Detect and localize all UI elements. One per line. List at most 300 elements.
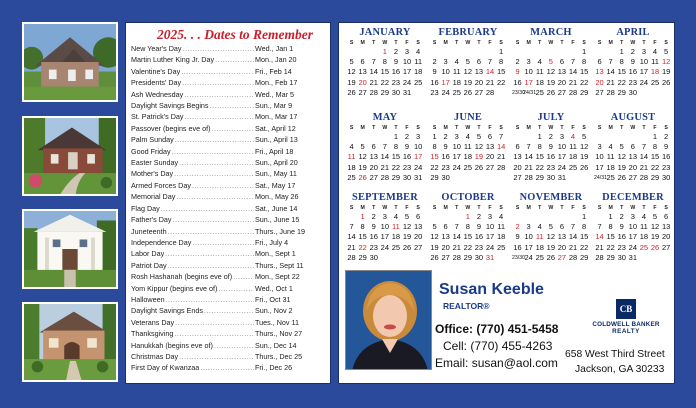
empty-day <box>605 132 616 142</box>
empty-day <box>379 253 390 263</box>
month-grid <box>594 125 674 183</box>
holiday-list <box>131 44 325 375</box>
empty-day <box>512 212 523 222</box>
day-cell: 29 <box>579 87 589 97</box>
day-cell: 10 <box>524 67 533 77</box>
day-cell: 7 <box>487 57 493 67</box>
day-cell: 24 <box>413 162 423 172</box>
day-cell: 21 <box>639 162 649 172</box>
day-cell: 30 <box>628 87 637 97</box>
month-title: MARCH <box>530 27 572 38</box>
day-cell: 22 <box>650 162 660 172</box>
weekday-header: S <box>349 205 354 211</box>
day-cell: 6 <box>487 132 493 141</box>
day-cell: 8 <box>382 57 387 67</box>
day-cell: 1 <box>360 212 365 221</box>
empty-day <box>451 173 462 183</box>
day-cell: 16 <box>513 242 522 252</box>
weekday-header: M <box>608 40 613 46</box>
holiday-date: Mon., Sept 22 <box>255 272 300 282</box>
holiday-row <box>131 67 325 78</box>
day-cell: 11 <box>569 142 577 152</box>
day-cell: 28 <box>568 87 578 97</box>
day-cell: 14 <box>380 152 389 162</box>
weekday-header: W <box>630 205 636 211</box>
weekday-header: S <box>582 40 586 46</box>
holiday-date: Thurs., Dec 25 <box>255 351 303 361</box>
day-cell: 10 <box>402 57 412 67</box>
day-cell: 19 <box>650 232 660 242</box>
day-cell: 15 <box>617 67 626 77</box>
day-cell: 3 <box>454 132 459 141</box>
day-cell: 24 <box>628 242 637 252</box>
weekday-header: M <box>360 205 365 211</box>
day-cell: 22 <box>358 242 367 252</box>
weekday-header: W <box>630 40 636 46</box>
empty-day <box>534 212 545 222</box>
day-cell: 8 <box>465 222 470 232</box>
day-cell: 25 <box>347 172 356 182</box>
day-cell: 9 <box>515 67 520 77</box>
day-cell: 9 <box>404 142 410 152</box>
day-cell: 12 <box>474 142 484 152</box>
day-cell: 25 <box>391 242 401 252</box>
day-cell: 27 <box>513 172 522 182</box>
leader-dots <box>182 78 254 87</box>
day-cell: 17 <box>380 232 389 242</box>
day-cell: 30 <box>546 172 555 182</box>
weekday-header: M <box>608 125 613 131</box>
day-cell: 24/31 <box>594 174 607 181</box>
day-cell: 19 <box>546 242 555 252</box>
empty-day <box>368 132 379 142</box>
day-cell: 22 <box>579 77 589 87</box>
weekday-header: T <box>455 205 459 211</box>
day-cell: 6 <box>416 212 421 221</box>
day-cell: 2 <box>515 57 520 67</box>
holiday-row <box>131 192 325 203</box>
weekday-header: M <box>443 40 448 46</box>
holiday-date: Sun., Mar 9 <box>255 101 293 111</box>
day-cell: 14 <box>369 67 378 77</box>
day-cell: 24 <box>485 242 495 252</box>
month-title: OCTOBER <box>441 192 495 203</box>
day-cell: 22 <box>391 162 401 172</box>
day-cell: 23 <box>546 162 555 172</box>
weekday-header: S <box>349 40 354 46</box>
day-cell: 28 <box>568 252 578 262</box>
day-cell: 25 <box>452 87 461 97</box>
day-cell: 15 <box>606 232 615 242</box>
weekday-header: S <box>499 125 503 131</box>
day-cell: 7 <box>499 132 504 141</box>
holiday-date: Fri., Dec 26 <box>255 363 293 373</box>
day-cell: 16 <box>369 232 378 242</box>
day-cell: 15 <box>579 232 589 242</box>
day-cell: 28 <box>485 87 495 97</box>
email-address[interactable]: susan@aol.com <box>471 356 558 370</box>
leader-dots <box>173 215 254 224</box>
day-cell: 27 <box>557 87 567 97</box>
day-cell: 9 <box>548 142 553 152</box>
day-cell: 21 <box>606 77 615 87</box>
day-cell: 17 <box>402 67 412 77</box>
day-cell: 13 <box>413 222 423 232</box>
month-grid <box>512 125 592 183</box>
day-cell: 1 <box>382 47 387 56</box>
day-cell: 6 <box>360 57 365 67</box>
empty-day <box>545 212 556 222</box>
day-cell: 30 <box>391 87 401 97</box>
empty-day <box>496 173 507 183</box>
weekday-header: M <box>526 40 531 46</box>
day-cell: 4 <box>393 212 398 221</box>
empty-day <box>523 47 534 57</box>
day-cell: 6 <box>559 222 564 232</box>
month-grid <box>512 205 592 263</box>
email-label: Email: <box>435 356 469 370</box>
empty-day <box>462 173 473 183</box>
day-cell: 30 <box>369 252 378 262</box>
leader-dots <box>210 101 254 110</box>
day-cell: 10 <box>485 222 495 232</box>
empty-day <box>429 47 440 57</box>
empty-day <box>357 47 368 57</box>
holiday-date: Mon., Sept 1 <box>255 249 296 259</box>
day-cell: 18 <box>650 67 660 77</box>
empty-day <box>346 47 357 57</box>
day-cell: 13 <box>628 152 637 162</box>
day-cell: 3 <box>630 212 635 221</box>
day-cell: 7 <box>382 142 387 152</box>
weekday-header: M <box>443 205 448 211</box>
day-cell: 5 <box>349 57 354 67</box>
day-cell: 17 <box>485 232 495 242</box>
day-cell: 26 <box>617 172 626 182</box>
office-phone <box>435 322 558 336</box>
day-cell: 6 <box>559 57 564 67</box>
month-march <box>510 27 592 107</box>
day-cell: 16 <box>430 77 439 87</box>
day-cell: 24 <box>557 162 567 172</box>
leader-dots <box>183 44 254 53</box>
holiday-date: Mon., Mar 17 <box>255 112 298 122</box>
holiday-date: Mon., Jan 20 <box>255 55 297 65</box>
day-cell: 14 <box>524 152 533 162</box>
leader-dots <box>165 249 254 258</box>
weekday-header: M <box>526 205 531 211</box>
day-cell: 28 <box>639 172 649 182</box>
weekday-header: S <box>515 40 520 46</box>
empty-day <box>451 212 462 222</box>
day-cell: 8 <box>608 222 613 232</box>
month-title: JULY <box>537 112 565 123</box>
weekday-header: T <box>394 205 398 211</box>
day-cell: 22 <box>380 77 389 87</box>
holiday-date: Sun., Dec 14 <box>255 340 297 350</box>
day-cell: 24 <box>452 162 461 172</box>
day-cell: 11 <box>463 142 472 152</box>
day-cell: 30 <box>402 172 412 182</box>
leader-dots <box>200 363 254 372</box>
day-cell: 17 <box>628 232 637 242</box>
day-cell: 29 <box>358 252 367 262</box>
holiday-row <box>131 272 325 283</box>
holiday-name: Halloween <box>131 294 165 304</box>
holiday-name: Juneteenth <box>131 226 167 236</box>
day-cell: 12 <box>546 67 555 77</box>
weekday-header: S <box>416 205 420 211</box>
empty-day <box>556 47 567 57</box>
day-cell: 22 <box>617 77 626 87</box>
month-april <box>592 27 674 107</box>
day-cell: 13 <box>474 67 484 77</box>
day-cell: 26 <box>650 242 660 252</box>
day-cell: 10 <box>557 142 567 152</box>
agent-photo <box>345 270 432 370</box>
day-cell: 27 <box>369 172 378 182</box>
day-cell: 11 <box>640 222 648 232</box>
day-cell: 16 <box>617 232 626 242</box>
day-cell: 1 <box>465 212 470 221</box>
day-cell: 17 <box>441 77 450 87</box>
month-grid <box>346 205 426 263</box>
weekday-header: T <box>560 205 564 211</box>
day-cell: 20 <box>557 77 567 87</box>
leader-dots <box>192 238 254 247</box>
day-cell: 8 <box>582 222 587 232</box>
empty-day <box>638 88 649 98</box>
holiday-row <box>131 306 325 317</box>
day-cell: 29 <box>430 172 439 182</box>
day-cell: 14 <box>452 232 461 242</box>
empty-day <box>484 173 495 183</box>
day-cell: 21 <box>568 77 578 87</box>
holiday-row <box>131 112 325 123</box>
day-cell: 8 <box>582 57 587 67</box>
day-cell: 8 <box>432 142 437 152</box>
day-cell: 11 <box>535 67 544 77</box>
holiday-row <box>131 55 325 66</box>
holiday-row <box>131 341 325 352</box>
weekday-header: M <box>526 125 531 131</box>
day-cell: 26 <box>463 87 472 97</box>
empty-day <box>413 88 424 98</box>
day-cell: 23/30 <box>512 254 525 261</box>
day-cell: 3 <box>382 212 387 221</box>
cell-number[interactable]: (770) 455-4263 <box>470 339 553 353</box>
day-cell: 28 <box>452 252 461 262</box>
weekday-header: T <box>538 125 542 131</box>
day-cell: 5 <box>664 47 669 56</box>
address-line2: Jackson, GA 30233 <box>575 364 665 375</box>
day-cell: 1 <box>652 132 658 141</box>
month-september <box>344 192 426 272</box>
day-cell: 19 <box>358 162 367 172</box>
day-cell: 1 <box>537 132 542 141</box>
day-cell: 26 <box>430 252 439 262</box>
day-cell: 11 <box>651 57 659 67</box>
day-cell: 5 <box>548 57 553 67</box>
day-cell: 19 <box>463 77 472 87</box>
leader-dots <box>175 135 254 144</box>
day-cell: 1 <box>619 47 624 56</box>
day-cell: 4 <box>499 212 504 221</box>
day-cell: 2 <box>515 222 520 232</box>
day-cell: 7 <box>454 222 459 232</box>
leader-dots <box>179 352 254 361</box>
day-cell: 25 <box>568 162 578 172</box>
day-cell: 29 <box>391 172 401 182</box>
weekday-header: T <box>642 205 646 211</box>
day-cell: 12 <box>617 152 626 162</box>
day-cell: 16 <box>661 152 671 162</box>
day-cell: 1 <box>432 132 437 141</box>
weekday-header: F <box>488 40 492 46</box>
empty-day <box>484 47 495 57</box>
day-cell: 18 <box>452 77 461 87</box>
day-cell: 2 <box>404 132 410 141</box>
holiday-row <box>131 101 325 112</box>
day-cell: 31 <box>402 87 412 97</box>
holiday-name: Christmas Day <box>131 351 179 361</box>
empty-day <box>440 47 451 57</box>
empty-day <box>440 212 451 222</box>
day-cell: 21 <box>380 162 389 172</box>
leader-dots <box>176 192 254 201</box>
holiday-name: Independence Day <box>131 237 192 247</box>
weekday-header: S <box>597 40 602 46</box>
day-cell: 9 <box>476 222 481 232</box>
empty-day <box>496 88 507 98</box>
day-cell: 31 <box>628 252 637 262</box>
day-cell: 9 <box>664 142 669 152</box>
holiday-row <box>131 284 325 295</box>
holiday-date: Fri., Feb 14 <box>255 66 292 76</box>
day-cell: 23 <box>391 77 401 87</box>
day-cell: 9 <box>619 222 624 232</box>
office-label: Office: <box>435 322 474 336</box>
day-cell: 4 <box>570 132 576 141</box>
holiday-date: Sun., June 15 <box>255 215 300 225</box>
day-cell: 27 <box>628 172 637 182</box>
day-cell: 13 <box>369 152 378 162</box>
weekday-header: T <box>642 125 646 131</box>
day-cell: 5 <box>619 142 624 152</box>
month-grid <box>346 40 426 98</box>
day-cell: 28 <box>595 252 604 262</box>
day-cell: 14 <box>568 67 578 77</box>
weekday-header: W <box>630 125 636 131</box>
agent-name: Susan Keeble <box>439 281 544 298</box>
weekday-header: W <box>548 40 554 46</box>
holiday-row <box>131 181 325 192</box>
day-cell: 12 <box>546 232 555 242</box>
month-august <box>592 112 674 192</box>
day-cell: 4 <box>416 47 421 56</box>
day-cell: 8 <box>619 57 624 67</box>
holiday-date: Sat., April 12 <box>255 123 296 133</box>
day-cell: 11 <box>347 152 356 162</box>
house-photo-3 <box>22 209 118 289</box>
day-cell: 4 <box>608 142 613 152</box>
day-cell: 18 <box>535 242 544 252</box>
day-cell: 28 <box>496 162 506 172</box>
empty-day <box>451 47 462 57</box>
month-january <box>344 27 426 107</box>
day-cell: 7 <box>349 222 354 232</box>
day-cell: 10 <box>524 232 533 242</box>
holiday-row <box>131 169 325 180</box>
day-cell: 16 <box>474 232 484 242</box>
holiday-name: Veterans Day <box>131 317 175 327</box>
month-title: DECEMBER <box>602 192 664 203</box>
holiday-name: Ash Wednesday <box>131 89 184 99</box>
day-cell: 25 <box>650 77 660 87</box>
weekday-header: T <box>538 40 542 46</box>
empty-day <box>512 47 523 57</box>
day-cell: 26 <box>661 77 671 87</box>
day-cell: 23 <box>430 87 439 97</box>
weekday-header: F <box>405 40 409 46</box>
holiday-name: Valentine's Day <box>131 66 181 76</box>
day-cell: 22 <box>463 242 472 252</box>
calendar-months <box>339 27 675 282</box>
day-cell: 14 <box>496 142 506 152</box>
day-cell: 2 <box>664 132 669 141</box>
month-october <box>427 192 509 272</box>
day-cell: 20 <box>485 152 495 162</box>
weekday-header: F <box>488 205 492 211</box>
day-cell: 11 <box>414 57 422 67</box>
day-cell: 5 <box>360 142 365 152</box>
day-cell: 2 <box>393 47 398 56</box>
holiday-date: Wed., Jan 1 <box>255 44 294 53</box>
day-cell: 15 <box>430 152 439 162</box>
weekday-header: S <box>432 205 437 211</box>
weekday-header: W <box>382 40 388 46</box>
day-cell: 12 <box>430 232 439 242</box>
holiday-row <box>131 215 325 226</box>
day-cell: 21 <box>496 152 506 162</box>
holiday-date: Sat., May 17 <box>255 180 296 190</box>
day-cell: 11 <box>535 232 544 242</box>
holiday-name: Patriot Day <box>131 260 167 270</box>
month-grid <box>346 125 426 183</box>
day-cell: 18 <box>639 232 649 242</box>
day-cell: 26 <box>402 242 412 252</box>
day-cell: 27 <box>485 162 495 172</box>
leader-dots <box>204 306 254 315</box>
holiday-date: Sun., April 13 <box>255 135 298 145</box>
email <box>435 356 558 370</box>
day-cell: 23 <box>661 162 671 172</box>
empty-day <box>534 47 545 57</box>
day-cell: 7 <box>570 222 576 232</box>
day-cell: 24 <box>639 77 649 87</box>
office-number[interactable]: (770) 451-5458 <box>476 322 559 336</box>
day-cell: 30 <box>661 172 671 182</box>
holiday-date: Fri., Oct 31 <box>255 294 291 304</box>
day-cell: 17 <box>524 77 533 87</box>
holiday-row <box>131 44 325 55</box>
weekday-header: T <box>620 205 624 211</box>
day-cell: 27 <box>358 87 367 97</box>
holiday-row <box>131 124 325 135</box>
leader-dots <box>185 112 255 121</box>
day-cell: 10 <box>595 152 604 162</box>
day-cell: 5 <box>548 222 553 232</box>
